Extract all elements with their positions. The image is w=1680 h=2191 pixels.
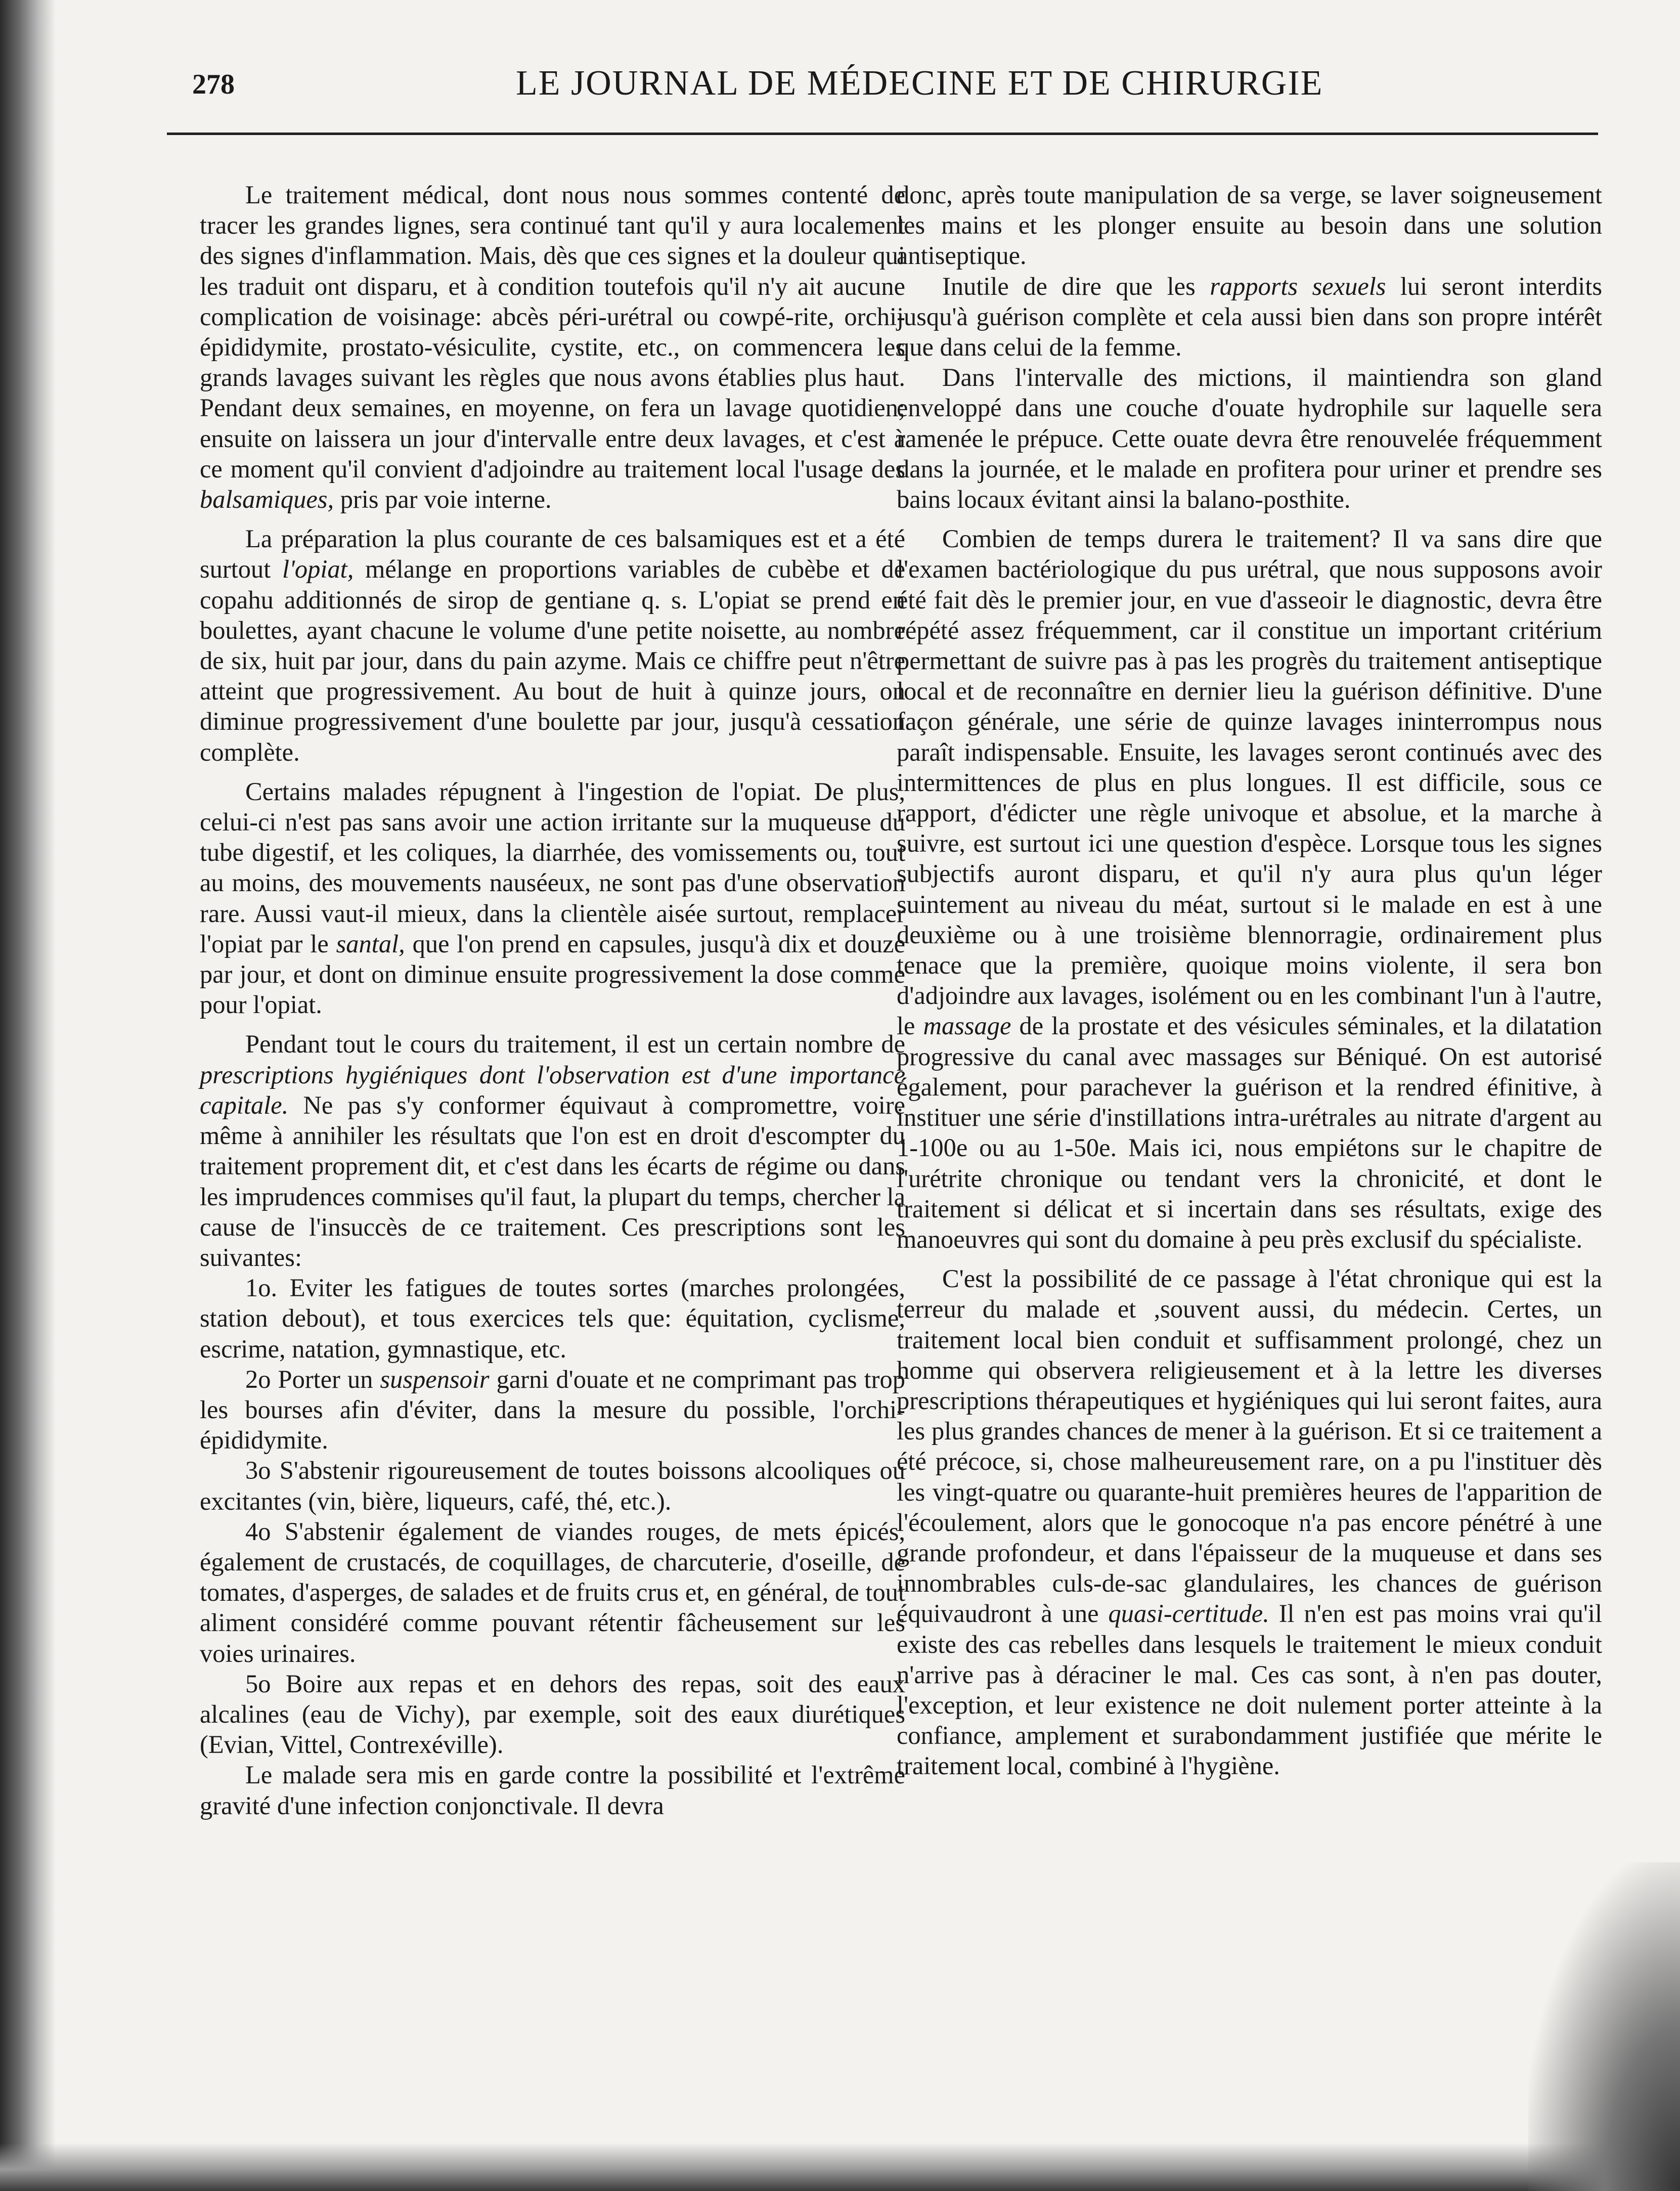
header-rule (167, 133, 1598, 135)
page-edge-shadow-left (0, 0, 56, 2191)
page-header (167, 63, 1598, 119)
page-corner-shadow (1528, 1862, 1680, 2191)
paragraph: Combien de temps durera le traitement? Il va sans dire que l'examen bactériologique du pus urétral, que nous supposons avoir été fait dès le premier jour, en vue d'asseoir le diagnostic, devra être répété assez fréquemment, car il constitue un important critérium permettant de suivre pas à pas les progrès du traitement antiseptique local et de reconnaître en dernier lieu la guérison définitive. D'une façon générale, une série de quinze lavages ininterrompus nous paraît indispensable. Ensuite, les lavages seront continués avec des intermittences de plus en plus longues. Il est difficile, sous ce rapport, d'édicter une règle univoque et absolue, et la marche à suivre, est surtout ici une question d'espèce. Lorsque tous les signes subjectifs auront disparu, et qu'il n'y aura plus qu'un léger suintement au niveau du méat, surtout si le malade en est à une deuxième ou à une troisième blennorragie, ordinairement plus tenace que la première, quoique moins violente, il sera bon d'adjoindre aux lavages, isolément ou en les combinant l'un à l'autre, le massage de la prostate et des vésicules séminales, et la dilatation progressive du canal avec massages sur Béniqué. On est autorisé également, pour parachever la guérison et la rendred éfinitive, à instituer une série d'instillations intra-urétrales au nitrate d'argent au 1-100e ou au 1-50e. Mais ici, nous empiétons sur le chapitre de l'urétrite chronique ou tendant vers la chronicité, et dont le traitement si délicat et si incertain dans ses résultats, exige des manoeuvres qui sont du domaine à peu près exclusif du spécialiste. (897, 524, 1602, 1253)
paragraph: Le malade sera mis en garde contre la possibilité et l'extrême gravité d'une infection conjonctivale. Il devra (200, 1761, 905, 1820)
paragraph: Le traitement médical, dont nous nous sommes contenté de tracer les grandes lignes, sera continué tant qu'il y aura localement des signes d'inflammation. Mais, dès que ces signes et la douleur qui les traduit ont disparu, et à condition toutefois qu'il n'y ait aucune complication de voisinage: abcès péri-urétral ou cowpé-rite, orchi-épididymite, prostato-vésiculite, cystite, etc., on commencera les grands lavages suivant les règles que nous avons établies plus haut. Pendant deux semaines, en moyenne, on fera un lavage quotidien; ensuite on laissera un jour d'intervalle entre deux lavages, et c'est à ce moment qu'il convient d'adjoindre au traitement local l'usage des balsamiques, pris par voie interne. (200, 181, 905, 514)
list-item: 1o. Eviter les fatigues de toutes sortes (marches prolongées, station debout), et tous exercices tels que: équitation, cyclisme, escrime, natation, gymnastique, etc. (200, 1274, 905, 1363)
right-column (897, 180, 1602, 1781)
list-item: 3o S'abstenir rigoureusement de toutes boissons alcooliques ou excitantes (vin, bière, liqueurs, café, thé, etc.). (200, 1456, 905, 1515)
paragraph: La préparation la plus courante de ces balsamiques est et a été surtout l'opiat, mélange en proportions variables de cubèbe et de copahu additionnés de sirop de gentiane q. s. L'opiat se prend en boulettes, ayant chacune le volume d'une petite noisette, au nombre de six, huit par jour, dans du pain azyme. Mais ce chiffre peut n'être atteint que progressivement. Au bout de huit à quinze jours, on diminue progressivement d'une boulette par jour, jusqu'à cessation complète. (200, 524, 906, 766)
list-item: 4o S'abstenir également de viandes rouges, de mets épicés, également de crustacés, de coquillages, de charcuterie, d'oseille, de tomates, d'asperges, de salades et de fruits crus et, en général, de tout aliment considéré comme pouvant rétentir fâcheusement sur les voies urinaires. (200, 1517, 905, 1668)
list-item: 5o Boire aux repas et en dehors des repas, soit des eaux alcalines (eau de Vichy), par exemple, soit des eaux diurétiques (Evian, Vittel, Contrexéville). (200, 1669, 905, 1759)
page-number: 278 (192, 69, 235, 100)
page-edge-shadow-bottom (0, 2143, 1680, 2191)
paragraph: Certains malades répugnent à l'ingestion de l'opiat. De plus, celui-ci n'est pas sans avoir une action irritante sur la muqueuse du tube digestif, et les coliques, la diarrhée, des vomissements ou, tout au moins, des mouvements nauséeux, ne sont pas d'une observation rare. Aussi vaut-il mieux, dans la clientèle aisée surtout, remplacer l'opiat par le santal, que l'on prend en capsules, jusqu'à dix et douze par jour, et dont on diminue ensuite progressivement la dose comme pour l'opiat. (200, 777, 905, 1019)
paragraph: Inutile de dire que les rapports sexuels lui seront interdits jusqu'à guérison complète et cela aussi bien dans son propre intérêt que dans celui de la femme. (897, 272, 1603, 362)
list-item: 2o Porter un suspensoir garni d'ouate et ne comprimant pas trop les bourses afin d'éviter, dans la mesure du possible, l'orchi-épididymite. (200, 1365, 905, 1455)
paragraph: C'est la possibilité de ce passage à l'état chronique qui est la terreur du malade et ,souvent aussi, du médecin. Certes, un traitement local bien conduit et suffisamment prolongé, chez un homme qui observera religieusement et à la lettre les diverses prescriptions thérapeutiques et hygiéniques qui lui seront faites, aura les plus grandes chances de mener à la guérison. Et si ce traitement a été précoce, si, chose malheureusement rare, on a pu l'instituer dès les vingt-quatre ou quarante-huit premières heures de l'apparition de l'écoulement, alors que le gonocoque n'a pas encore pénétré à une grande profondeur, et dans l'épaisseur de la muqueuse et dans ses innombrables culs-de-sac glandulaires, les chances de guérison équivaudront à une quasi-certitude. Il n'en est pas moins vrai qu'il existe des cas rebelles dans lesquels le traitement le mieux conduit n'arrive pas à déraciner le mal. Ces cas sont, à n'en pas douter, l'exception, et leur existence ne doit nulement porter atteinte à la confiance, amplement et surabondamment justifiée que mérite le traitement local, combiné à l'hygiène. (897, 1264, 1602, 1780)
paragraph: Dans l'intervalle des mictions, il maintiendra son gland enveloppé dans une couche d'ouate hydrophile sur laquelle sera ramenée le prépuce. Cette ouate devra être renouvelée fréquemment dans la journée, et le malade en profitera pour uriner et prendre ses bains locaux évitant ainsi la balano-posthite. (897, 363, 1602, 514)
paragraph: donc, après toute manipulation de sa verge, se laver soigneusement les mains et les plonger ensuite au besoin dans une solution antiseptique. (897, 181, 1602, 270)
paragraph: Pendant tout le cours du traitement, il est un certain nombre de prescriptions hygiéniques dont l'observation est d'une importance capitale. Ne pas s'y conformer équivaut à compromettre, voire même à annihiler les résultats que l'on est en droit d'escompter du traitement proprement dit, et c'est dans les écarts de régime ou dans les imprudences commises qu'il faut, la plupart du temps, chercher la cause de l'insuccès de ce traitement. Ces prescriptions sont les suivantes: (200, 1030, 905, 1272)
left-column (200, 180, 905, 1821)
running-title: LE JOURNAL DE MÉDECINE ET DE CHIRURGIE (516, 64, 1323, 103)
